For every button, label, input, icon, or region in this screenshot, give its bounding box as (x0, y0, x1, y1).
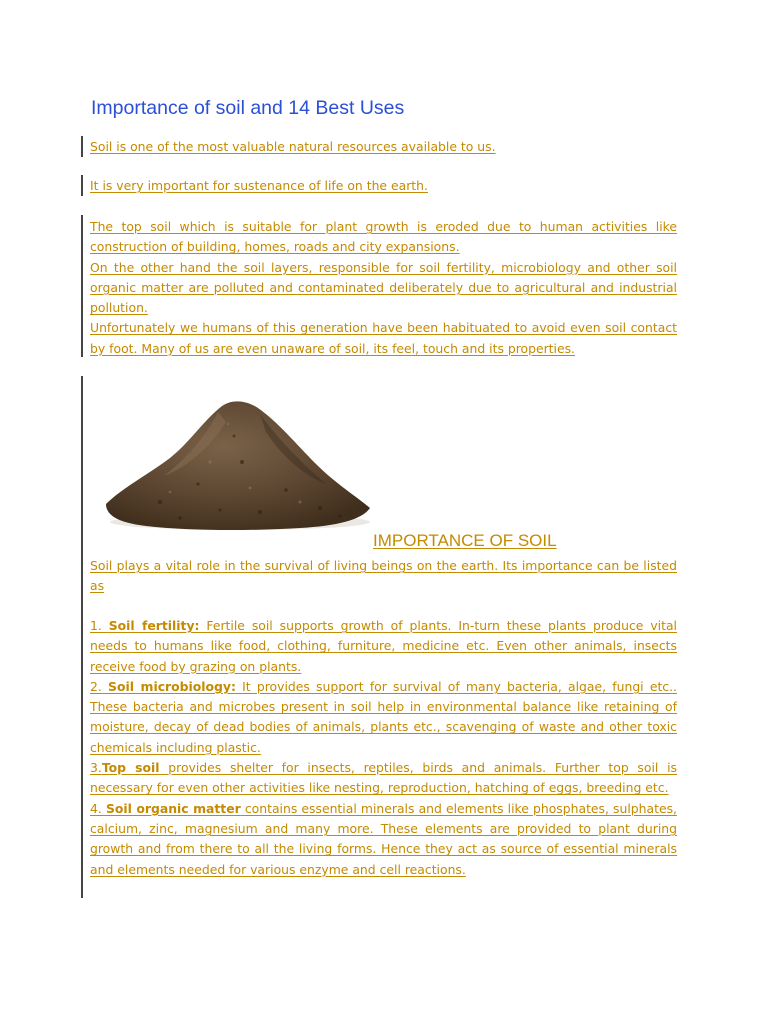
section-heading[interactable]: IMPORTANCE OF SOIL (373, 531, 557, 550)
list-item-text: Fertile soil supports growth of plants. In-turn these plants produce vital needs to humans like food, clothing, furniture, medicine etc. Even other animals, insects receive food by grazing on plants. (90, 618, 677, 674)
intro-paragraph-2[interactable]: It is very important for sustenance of life on the earth. (90, 178, 428, 193)
list-item-term: Top soil (101, 760, 160, 776)
list-item-term: Soil fertility: (108, 618, 200, 633)
list-item-text: contains essential minerals and elements like phosphates, sulphates, calcium, zinc, magnesium and many more. These elements are provided to plant during growth and from there to all the living forms. Hence they act as source of essential minerals and elements needed for various enzyme and cell reactions. (90, 800, 677, 877)
section-intro-paragraph[interactable]: Soil plays a vital role in the survival of living beings on the earth. Its importance can be listed as (90, 558, 677, 594)
uses-list[interactable] (90, 616, 677, 880)
list-item-term: Soil microbiology: (108, 678, 236, 694)
intro-sentence-erosion: The top soil which is suitable for plant growth is eroded due to human activities like construction of building, homes, roads and city expansions. (90, 219, 677, 255)
list-item-number: 3. (90, 760, 102, 776)
list-item-number: 1. (90, 618, 109, 633)
margin-marker (81, 136, 83, 157)
list-item-number: 2. (90, 678, 109, 694)
list-item-term: Soil organic matter (105, 800, 241, 816)
list-item-number: 4. (90, 800, 106, 816)
intro-sentence-pollution: On the other hand the soil layers, responsible for soil fertility, microbiology and other soil organic matter are polluted and contaminated deliberately due to agricultural and industrial pollution. (90, 259, 677, 316)
margin-marker (81, 175, 83, 196)
intro-paragraph-3[interactable] (90, 217, 677, 359)
page-title: Importance of soil and 14 Best Uses (91, 97, 405, 119)
margin-marker (81, 376, 83, 898)
list-item-text: provides shelter for insects, reptiles, birds and animals. Further top soil is necessary for even other activities like nesting, reproduction, hatching of eggs, breeding etc. (90, 760, 677, 796)
intro-paragraph-1[interactable]: Soil is one of the most valuable natural resources available to us. (90, 139, 496, 154)
soil-pile-image (100, 392, 372, 532)
list-item-text: It provides support for survival of many bacteria, algae, fungi etc.. These bacteria and microbes present in soil help in environmental balance like retaining of moisture, decay of dead bodies of animals, plants etc., scavenging of waste and other toxic chemicals including plastic. (90, 678, 677, 755)
margin-marker (81, 215, 83, 357)
intro-sentence-habits: Unfortunately we humans of this generation have been habituated to avoid even soil contact by foot. Many of us are even unaware of soil, its feel, touch and its properties. (90, 320, 677, 356)
